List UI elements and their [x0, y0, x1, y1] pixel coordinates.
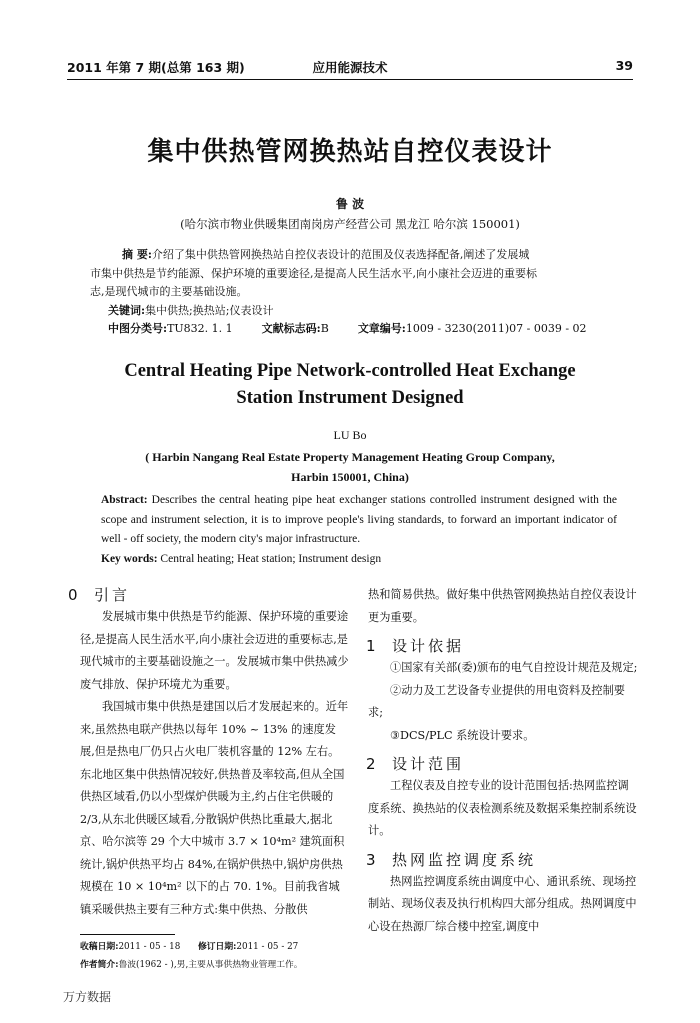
received-date: 2011 - 05 - 18 — [118, 942, 181, 952]
footnote-bio — [80, 956, 360, 974]
title-cn: 集中供热管网换热站自控仪表设计 — [147, 137, 553, 167]
doc-code-value: B — [320, 322, 329, 335]
section-0-title: 引言 — [94, 586, 131, 604]
abstract-cn-text-1: 介绍了集中供热管网换热站自控仪表设计的范围及仪表选择配备,阐述了发展城 — [151, 248, 530, 261]
title-en-line2: Station Instrument Designed — [236, 388, 464, 408]
header-page-number: 39 — [615, 58, 633, 73]
section-3-number: 3 — [366, 850, 379, 869]
section-3-paragraph-1: 热网监控调度系统由调度中心、通讯系统、现场控制站、现场仪表及执行机构四大部分组成。热网调度中心设在热源厂综合楼中控室,调度中 — [368, 874, 637, 933]
bio-label: 作者简介: — [80, 960, 119, 970]
header-issue: 2011 年第 7 期(总第 163 期) — [67, 60, 245, 75]
keywords-cn-label: 关键词: — [108, 303, 146, 317]
section-2-paragraph-1: 工程仪表及自控专业的设计范围包括:热网监控调度系统、换热站的仪表检测系统及数据采集控制系统设计。 — [368, 779, 637, 837]
section-1-item-1: ①国家有关部(委)颁布的电气自控设计规范及规定; — [390, 661, 638, 674]
title-en-line1: Central Heating Pipe Network-controlled Heat Exchange — [124, 361, 576, 381]
right-column — [368, 584, 638, 938]
keywords-cn-text: 集中供热;换热站;仪表设计 — [145, 303, 274, 317]
section-3-title: 热网监控调度系统 — [392, 850, 537, 869]
bio-text: 鲁波(1962 - ),男,主要从事供热物业管理工作。 — [118, 960, 303, 970]
received-label: 收稿日期: — [80, 942, 119, 952]
abstract-en-label: Abstract: — [101, 494, 148, 506]
section-2-heading — [366, 753, 638, 775]
header-rule — [67, 79, 633, 80]
author-cn: 鲁 波 — [335, 197, 365, 211]
abstract-cn-label: 摘 要: — [122, 248, 152, 261]
abstract-en-text: Describes the central heating pipe heat exchanger stations controlled instrument designed with the scope and instrument selection, it is to improve people's living standards, to forward an important indicator of well - off society, the modern city's major infrastructure. — [101, 494, 617, 545]
section-1-heading — [366, 635, 638, 657]
classification-row — [108, 320, 618, 339]
affiliation-en — [67, 447, 633, 487]
watermark-text: 万方数据 — [63, 990, 112, 1004]
right-continuation-paragraph: 热和简易供热。做好集中供热管网换热站自控仪表设计更为重要。 — [368, 588, 637, 624]
abstract-cn-line3: 志,是现代城市的主要基础设施。 — [90, 285, 248, 298]
revised-date: 2011 - 05 - 27 — [236, 942, 299, 952]
keywords-en-text: Central heating; Heat station; Instrument design — [160, 553, 382, 565]
footnote-rule — [80, 934, 175, 935]
section-1-title: 设计依据 — [392, 637, 465, 655]
clc-label: 中图分类号: — [108, 322, 168, 335]
affiliation-cn: (哈尔滨市物业供暖集团南岗房产经营公司 黑龙江 哈尔滨 150001) — [180, 217, 520, 231]
abstract-en — [101, 491, 617, 550]
affiliation-en-line1: ( Harbin Nangang Real Estate Property Management Heating Group Company, — [145, 450, 555, 464]
doc-code-label: 文献标志码: — [261, 322, 321, 335]
section-0-paragraph-2: 我国城市集中供热是建国以后才发展起来的。近年来,虽然热电联产供热以每年 10% ~ 13% 的速度发展,但是热电厂仍只占火电厂装机容量的 12% 左右。东北地区集中供热情况较好,供热普及率较高,但从全国供热区域看,仍以小型煤炉供暖为主,约占住宅供暖的 2/3,从东北供暖区域看,分散锅炉供热比重最大,据北京、哈尔滨等 29 个大中城市 3.7 × 10⁴m² 建筑面积统计,锅炉供热平均占 84%,在锅炉供热中,锅炉房供热规模在 10 × 10⁴m² 以下的占 70. 1%。目前我省城镇采暖供热主要有三种方式:集中供热、分散供 — [80, 700, 349, 916]
section-2-title: 设计范围 — [392, 755, 465, 773]
keywords-cn — [108, 302, 618, 321]
revised-label: 修订日期: — [197, 942, 237, 952]
keywords-en — [101, 550, 617, 570]
affiliation-en-line2: Harbin 150001, China) — [291, 470, 409, 484]
title-en — [67, 358, 633, 412]
abstract-cn-line2: 市集中供热是节约能源、保护环境的重要途径,是提高人民生活水平,向小康社会迈进的重要标 — [90, 266, 537, 280]
section-0-paragraph-1: 发展城市集中供热是节约能源、保护环境的重要途径,是提高人民生活水平,向小康社会迈进的重要标志,是现代城市的主要基础设施之一。发展城市集中供热减少废气排放、保护环境尤为重要。 — [80, 610, 349, 691]
article-no-value: 1009 - 3230(2011)07 - 0039 - 02 — [405, 322, 587, 335]
author-en: LU Bo — [333, 428, 367, 442]
section-0-heading — [68, 584, 350, 606]
section-1-item-3: ③DCS/PLC 系统设计要求。 — [390, 728, 535, 742]
section-2-number: 2 — [366, 755, 379, 773]
section-3-heading — [366, 849, 638, 871]
footnote — [80, 938, 360, 974]
section-0-number: 0 — [68, 586, 81, 604]
footnote-dates — [80, 938, 360, 956]
article-no-label: 文章编号: — [357, 322, 406, 335]
left-column — [68, 584, 350, 921]
abstract-cn-line1 — [108, 246, 618, 265]
clc-value: TU832. 1. 1 — [167, 322, 233, 335]
keywords-en-label: Key words: — [101, 553, 158, 565]
section-1-number: 1 — [366, 637, 379, 655]
section-1-item-2: ②动力及工艺设备专业提供的用电资料及控制要求; — [368, 683, 625, 719]
header-journal: 应用能源技术 — [312, 60, 388, 75]
abstract-cn — [90, 246, 618, 339]
